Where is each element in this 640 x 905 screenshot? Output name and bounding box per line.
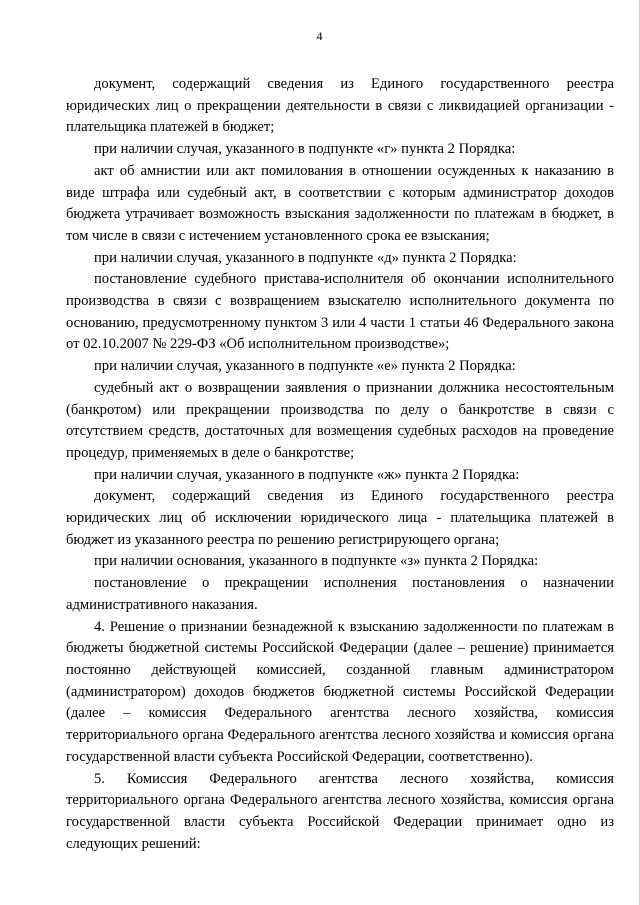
paragraph: при наличии случая, указанного в подпункте «е» пункта 2 Порядка: xyxy=(94,358,516,375)
paragraph: 4. Решение о признании безнадежной к взысканию задолженности по платежам в бюджеты бюджетной системы Российской Федерации (далее – решение) принимается постоянно действующей комиссией, созданной главным администратором (администратором) доходов бюджетов бюджетной системы Российской Федерации (далее – комиссия Федерального агентства лесного хозяйства, комиссия территориального органа Федерального агентства лесного хозяйства и комиссия органа государственной власти субъекта Российской Федерации, соответственно). xyxy=(66,618,614,765)
paragraph: 5. Комиссия Федерального агентства лесного хозяйства, комиссия территориального органа Федерального агентства лесного хозяйства, комиссия органа государственной власти субъекта Российской Федерации принимает одно из следующих решений: xyxy=(66,770,614,852)
paragraph: акт об амнистии или акт помилования в отношении осужденных к наказанию в виде штрафа или судебный акт, в соответствии с которым администратор доходов бюджета утрачивает возможность взыскания задолженности по платежам в бюджет, в том числе в связи с истечением установленного срока ее взыскания; xyxy=(66,162,614,244)
paragraph: при наличии основания, указанного в подпункте «з» пункта 2 Порядка: xyxy=(94,553,539,570)
paragraph: документ, содержащий сведения из Единого государственного реестра юридических лиц об исключении юридического лица - плательщика платежей в бюджет из указанного реестра по решению регистрирующего органа; xyxy=(66,488,614,548)
paragraph: постановление о прекращении исполнения постановления о назначении административного наказания. xyxy=(66,575,614,613)
document-body xyxy=(66,74,614,855)
paragraph: при наличии случая, указанного в подпункте «д» пункта 2 Порядка: xyxy=(94,249,517,266)
page-number: 4 xyxy=(316,29,323,43)
paragraph: при наличии случая, указанного в подпункте «ж» пункта 2 Порядка: xyxy=(94,466,520,483)
paragraph: постановление судебного пристава-исполнителя об окончании исполнительного производства в связи с возвращением взыскателю исполнительного документа по основанию, предусмотренному пунктом 3 или 4 части 1 статьи 46 Федерального закона от 02.10.2007 № 229-ФЗ «Об исполнительном производстве»; xyxy=(66,271,614,353)
paragraph: при наличии случая, указанного в подпункте «г» пункта 2 Порядка: xyxy=(94,141,516,158)
paragraph: документ, содержащий сведения из Единого государственного реестра юридических лиц о прекращении деятельности в связи с ликвидацией организации - плательщика платежей в бюджет; xyxy=(66,76,614,136)
paragraph: судебный акт о возвращении заявления о признании должника несостоятельным (банкротом) или прекращении производства по делу о банкротстве в связи с отсутствием средств, достаточных для возмещения судебных расходов на проведение процедур, применяемых в деле о банкротстве; xyxy=(66,379,614,461)
